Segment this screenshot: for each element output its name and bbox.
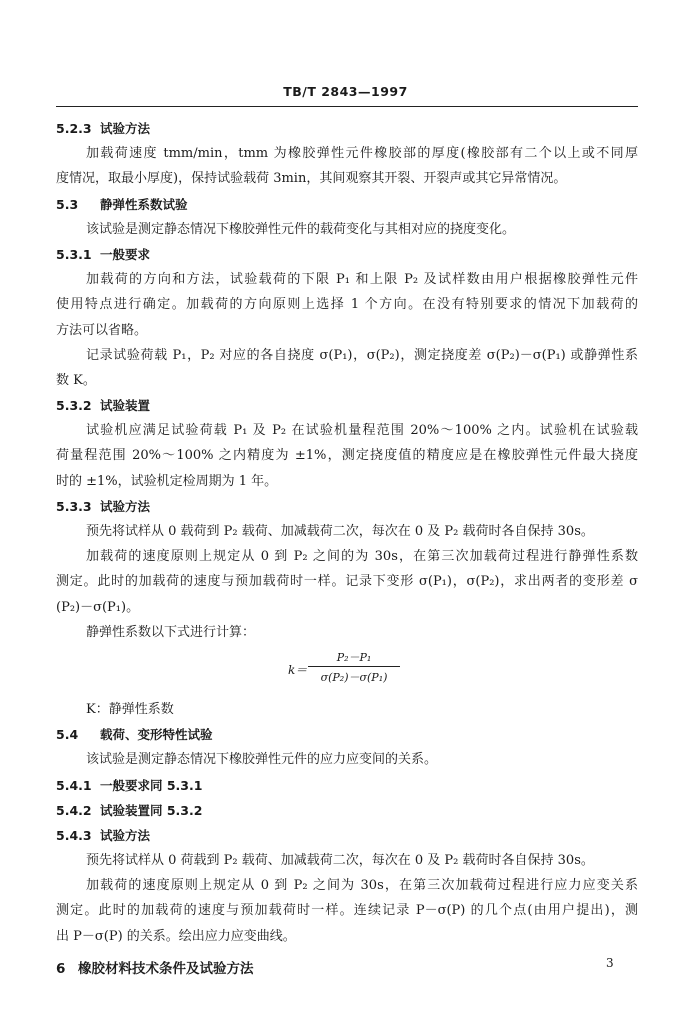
section-number: 5.4.1 [56,777,92,793]
paragraph-line: 测定。此时的加载荷的速度与预加载荷时一样。连续记录 P－σ(P) 的几个点(由用户提出)，测 [56,903,638,919]
section-number: 5.2.3 [56,121,92,136]
section-title: 试验方法 [100,827,151,843]
section-title: 橡胶材料技术条件及试验方法 [78,960,254,977]
section-heading [56,494,638,519]
section-heading [56,116,638,141]
formula-static-elastic-coefficient [56,645,638,697]
paragraph-line: 加载荷的速度原则上规定从 0 到 P₂ 之间为 30s，在第三次加载荷过程进行应力应变关系 [86,878,638,894]
formula-numerator: P₂－P₁ [308,649,400,667]
section-heading [56,192,638,217]
formula-lhs: k＝ [288,662,308,677]
body-text [56,116,638,982]
section-number: 5.3.2 [56,398,92,414]
paragraph-line: 时的 ±1%，试验机定检周期为 1 年。 [56,473,278,489]
section-title: 静弹性系数试验 [100,196,188,212]
section-number: 5.3 [56,196,79,212]
section-heading [56,798,638,823]
standard-code-header: TB/T 2843—1997 [283,84,408,99]
section-title: 试验装置 [100,398,151,414]
paragraph-line: 预先将试样从 0 载荷到 P₂ 载荷、加减载荷二次，每次在 0 及 P₂ 载荷时各自保持 30s。 [86,524,594,539]
section-number: 5.4.3 [56,827,92,843]
paragraph-line: 荷量程范围 20%～100% 之内精度为 ±1%，测定挠度值的精度应是在橡胶弹性元件最大挠度 [56,448,638,464]
paragraph-line: 记录试验荷载 P₁，P₂ 对应的各自挠度 σ(P₁)，σ(P₂)，测定挠度差 σ(P₂)－σ(P₁) 或静弹性系 [86,347,638,363]
section-heading [56,722,638,747]
section-title: 试验方法 [100,498,151,514]
paragraph-line: 出 P－σ(P) 的关系。绘出应力应变曲线。 [56,928,296,944]
section-heading [56,773,638,798]
paragraph-line: 试验机应满足试验荷载 P₁ 及 P₂ 在试验机量程范围 20%～100% 之内。试验机在试验载 [86,423,638,439]
section-number: 5.3.3 [56,498,92,514]
paragraph-line: 该试验是测定静态情况下橡胶弹性元件的应力应变间的关系。 [86,752,438,768]
section-number: 5.3.1 [56,246,92,262]
section-title: 载荷、变形特性试验 [100,727,213,743]
paragraph-line: 加载荷的方向和方法，试验载荷的下限 P₁ 和上限 P₂ 及试样数由用户根据橡胶弹性元件 [86,272,638,288]
section-number: 6 [56,960,66,977]
section-title: 一般要求同 5.3.1 [100,777,203,793]
section-title: 试验装置同 5.3.2 [100,802,203,818]
section-heading [56,242,638,267]
paragraph-line: 度情况，取最小厚度)，保持试验载荷 3min，其间观察其开裂、开裂声或其它异常情况。 [56,171,567,187]
formula-denominator: σ(P₂)－σ(P₁) [320,670,388,684]
paragraph-line: 加载荷的速度原则上规定从 0 到 P₂ 之间的为 30s，在第三次加载荷过程进行静弹性系数 [86,549,638,565]
paragraph-line: (P₂)－σ(P₁)。 [56,599,140,615]
paragraph-line: K：静弹性系数 [86,701,174,717]
paragraph-line: 静弹性系数以下式进行计算： [86,624,256,640]
paragraph-line: 加载荷速度 tmm/min，tmm 为橡胶弹性元件橡胶部的厚度(橡胶部有二个以上或不同厚 [86,146,638,162]
paragraph-line: 测定。此时的加载荷的速度与预加载荷时一样。记录下变形 σ(P₁)，σ(P₂)，求出两者的变形差 σ [56,574,638,590]
section-number: 5.4 [56,727,79,743]
paragraph-line: 方法可以省略。 [56,322,148,338]
paragraph-line: 数 K。 [56,372,96,388]
paragraph-line: 使用特点进行确定。加载荷的方向原则上选择 1 个方向。在没有特别要求的情况下加载荷的 [56,297,638,313]
page-number: 3 [606,956,614,970]
section-heading [56,957,638,982]
section-heading [56,393,638,418]
section-heading [56,823,638,848]
section-number: 5.4.2 [56,802,92,818]
section-title: 一般要求 [100,246,151,262]
formula-fraction [308,649,400,685]
section-title: 试验方法 [100,121,151,136]
paragraph-line: 该试验是测定静态情况下橡胶弹性元件的载荷变化与其相对应的挠度变化。 [86,221,516,237]
paragraph-line: 预先将试样从 0 荷载到 P₂ 载荷、加减载荷二次，每次在 0 及 P₂ 载荷时各自保持 30s。 [86,853,594,869]
header-rule [56,106,638,107]
